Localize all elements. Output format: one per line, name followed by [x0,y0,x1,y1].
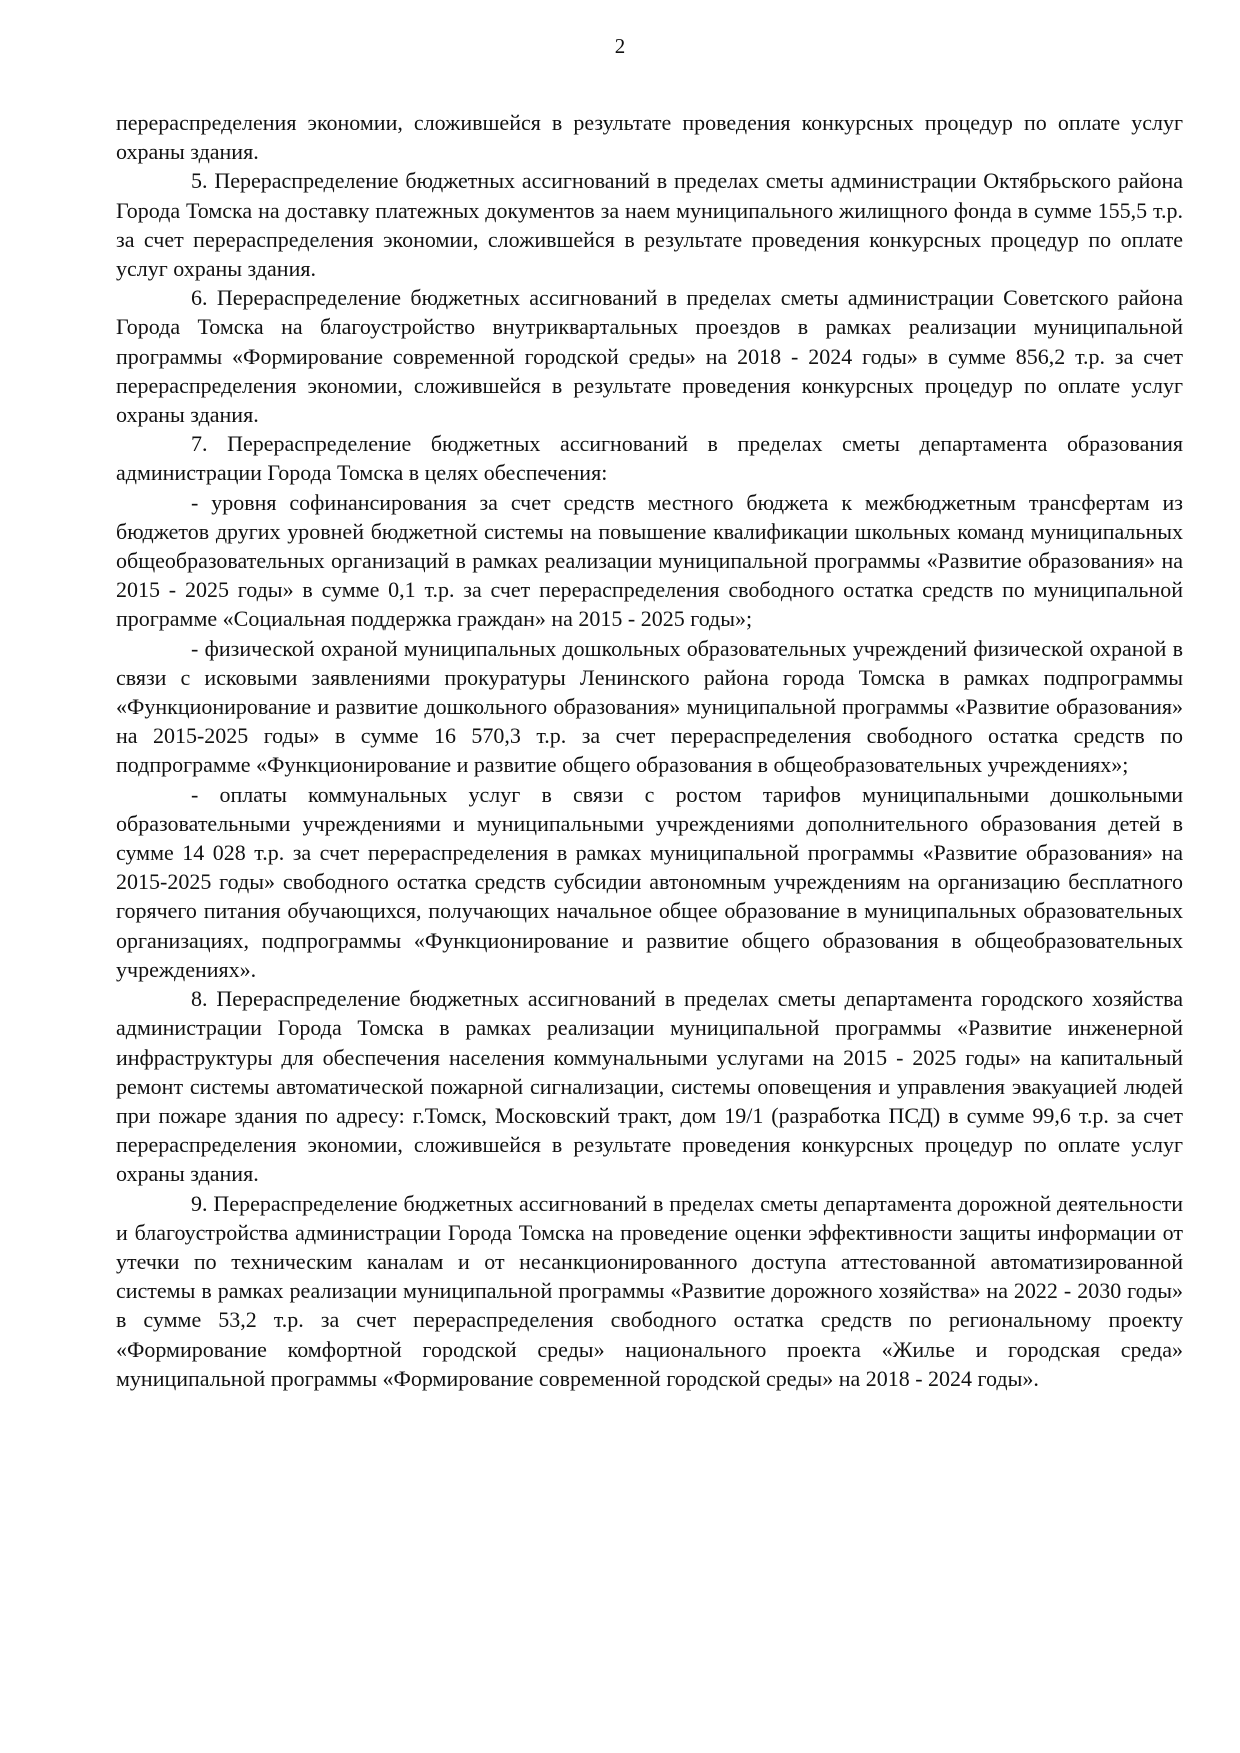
paragraph-item-7-bullet-1: - уровня софинансирования за счет средств местного бюджета к межбюджетным трансфертам из бюджетов других уровней бюджетной системы на повышение квалификации школьных команд муниципальных общеобразовательных организаций в рамках реализации муниципальной программы «Развитие образования» на 2015 - 2025 годы» в сумме 0,1 т.р. за счет перераспределения свободного остатка средств по муниципальной программе «Социальная поддержка граждан» на 2015 - 2025 годы»; [116,489,1183,632]
paragraph-item-5: 5. Перераспределение бюджетных ассигнований в пределах сметы администрации Октябрьского района Города Томска на доставку платежных документов за наем муниципального жилищного фонда в сумме 155,5 т.р. за счет перераспределения экономии, сложившейся в результате проведения конкурсных процедур по оплате услуг охраны здания. [116,168,1183,282]
paragraph-item-7: 7. Перераспределение бюджетных ассигнований в пределах сметы департамента образования администрации Города Томска в целях обеспечения: [116,431,1183,486]
paragraph-item-6: 6. Перераспределение бюджетных ассигнований в пределах сметы администрации Советского района Города Томска на благоустройство внутриквартальных проездов в рамках реализации муниципальной программы «Формирование современной городской среды» на 2018 - 2024 годы» в сумме 856,2 т.р. за счет перераспределения экономии, сложившейся в результате проведения конкурсных процедур по оплате услуг охраны здания. [116,285,1183,428]
page-number: 2 [614,34,626,58]
paragraph-continuation: перераспределения экономии, сложившейся в результате проведения конкурсных процедур по оплате услуг охраны здания. [116,110,1183,165]
paragraph-item-8: 8. Перераспределение бюджетных ассигнований в пределах сметы департамента городского хозяйства администрации Города Томска в рамках реализации муниципальной программы «Развитие инженерной инфраструктуры для обеспечения населения коммунальными услугами на 2015 - 2025 годы» на капитальный ремонт системы автоматической пожарной сигнализации, системы оповещения и управления эвакуацией людей при пожаре здания по адресу: г.Томск, Московский тракт, дом 19/1 (разработка ПСД) в сумме 99,6 т.р. за счет перераспределения экономии, сложившейся в результате проведения конкурсных процедур по оплате услуг охраны здания. [116,986,1183,1187]
document-body [116,108,1183,1393]
paragraph-item-7-bullet-3: - оплаты коммунальных услуг в связи с ростом тарифов муниципальными дошкольными образовательными учреждениями и муниципальными учреждениями дополнительного образования детей в сумме 14 028 т.р. за счет перераспределения в рамках муниципальной программы «Развитие образования» на 2015-2025 годы» свободного остатка средств субсидии автономным учреждениям на организацию бесплатного горячего питания обучающихся, получающих начальное общее образование в муниципальных образовательных организациях, подпрограммы «Функционирование и развитие общего образования в общеобразовательных учреждениях». [116,781,1183,982]
paragraph-item-9: 9. Перераспределение бюджетных ассигнований в пределах сметы департамента дорожной деятельности и благоустройства администрации Города Томска на проведение оценки эффективности защиты информации от утечки по техническим каналам и от несанкционированного доступа аттестованной автоматизированной системы в рамках реализации муниципальной программы «Развитие дорожного хозяйства» на 2022 - 2030 годы» в сумме 53,2 т.р. за счет перераспределения свободного остатка средств по региональному проекту «Формирование комфортной городской среды» национального проекта «Жилье и городская среда» муниципальной программы «Формирование современной городской среды» на 2018 - 2024 годы». [116,1190,1183,1391]
paragraph-item-7-bullet-2: - физической охраной муниципальных дошкольных образовательных учреждений физической охраной в связи с исковыми заявлениями прокуратуры Ленинского района города Томска в рамках подпрограммы «Функционирование и развитие дошкольного образования» муниципальной программы «Развитие образования» на 2015-2025 годы» в сумме 16 570,3 т.р. за счет перераспределения свободного остатка средств по подпрограмме «Функционирование и развитие общего образования в общеобразовательных учреждениях»; [116,635,1183,778]
